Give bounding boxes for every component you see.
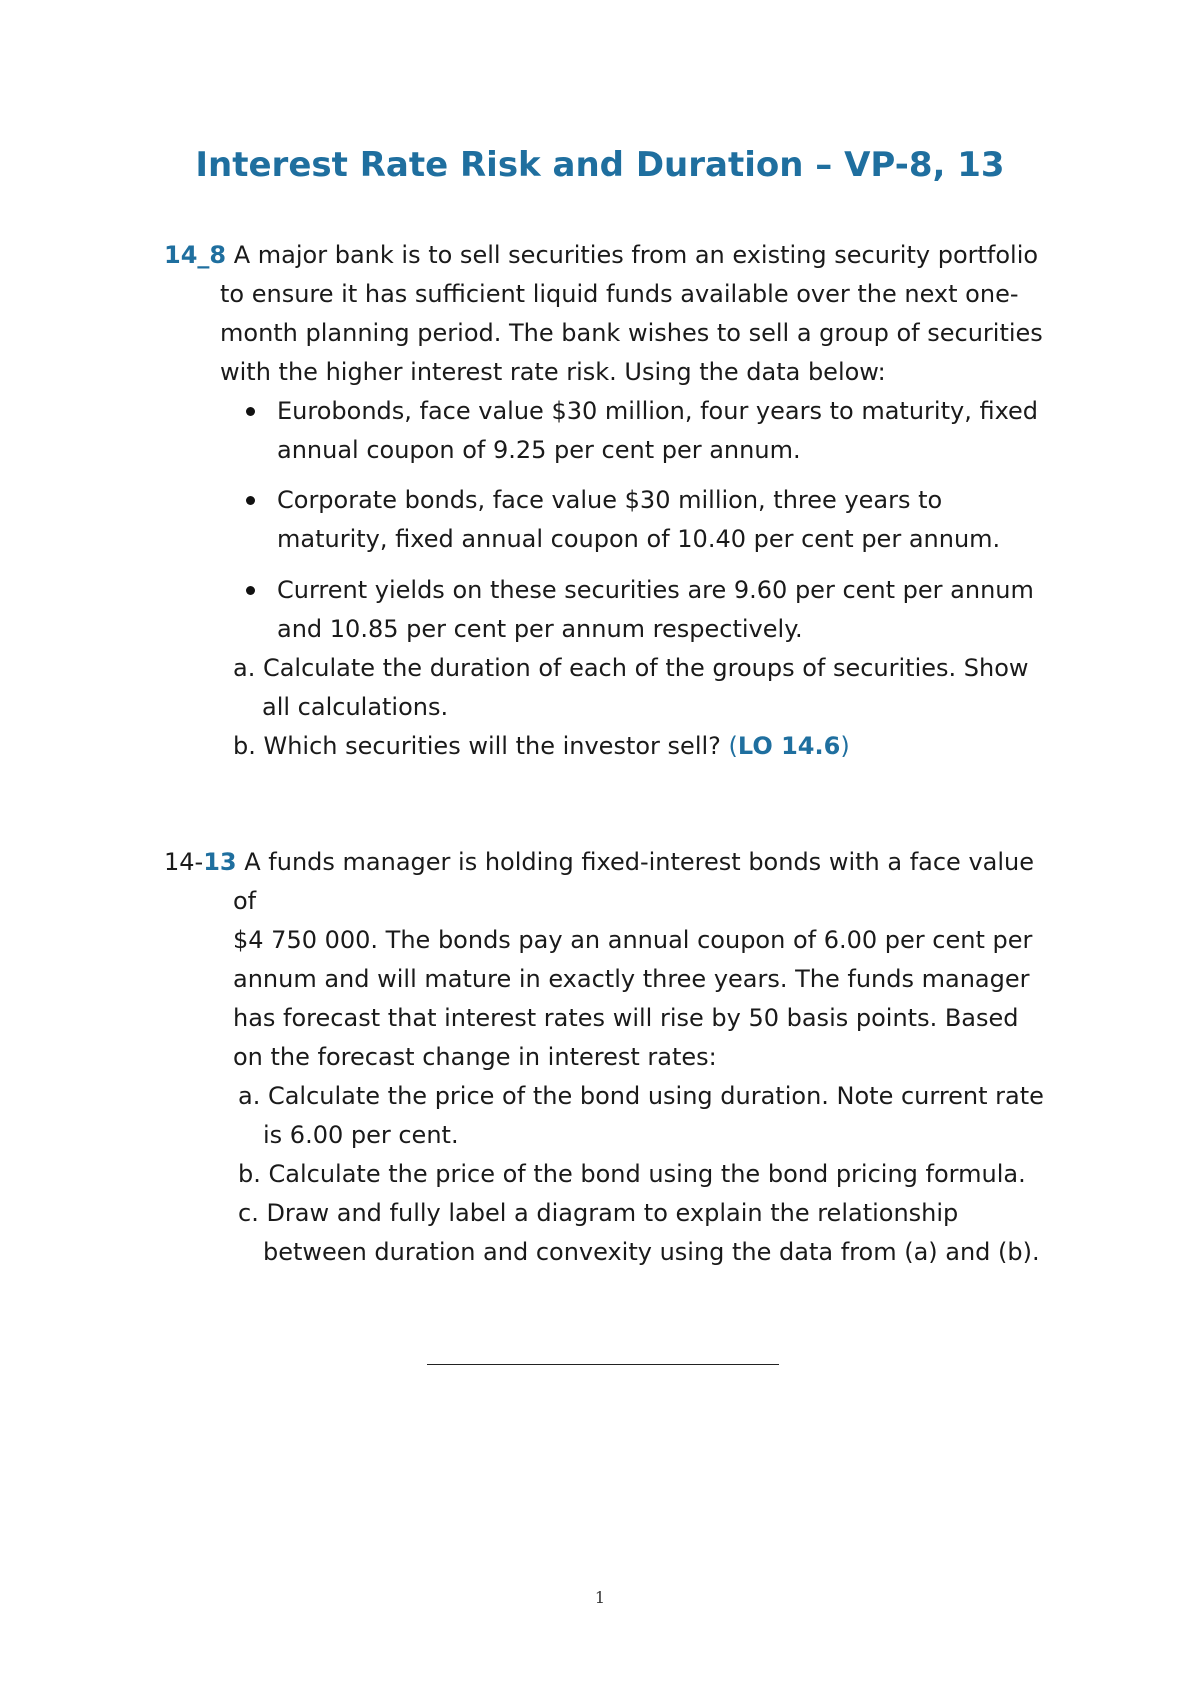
question-14-13-first-line [164,843,1034,882]
lo-open-paren: ( [728,732,738,760]
question-14-8-first-line [164,236,1038,275]
sub-question-a-continued: all calculations. [262,693,449,721]
question-text-line: A major bank is to sell securities from an existing security portfolio [233,241,1039,269]
sub-question-b-text: b. Which securities will the investor sell? [233,732,721,760]
bullet-icon [246,407,255,416]
sub-question-a: a. Calculate the price of the bond using duration. Note current rate [238,1082,1044,1110]
footnote-separator [427,1364,779,1365]
question-text-line: with the higher interest rate risk. Using the data below: [220,358,886,386]
question-text-line: annum and will mature in exactly three years. The funds manager [233,965,1030,993]
bullet-text-line: Corporate bonds, face value $30 million, three years to [277,486,943,514]
bullet-icon [246,586,255,595]
question-text-line: month planning period. The bank wishes to sell a group of securities [220,319,1043,347]
bullet-text-line: and 10.85 per cent per annum respectively. [277,615,803,643]
bullet-icon [246,496,255,505]
sub-question-b: b. Calculate the price of the bond using the bond pricing formula. [238,1160,1026,1188]
page-title: Interest Rate Risk and Duration – VP-8, 13 [195,145,1005,185]
page-number: 1 [594,1588,606,1607]
question-text-line: of [233,887,257,915]
bullet-text-line: Eurobonds, face value $30 million, four years to maturity, fixed [277,397,1039,425]
sub-question-c: c. Draw and fully label a diagram to explain the relationship [238,1199,959,1227]
question-text-line: $4 750 000. The bonds pay an annual coupon of 6.00 per cent per [233,926,1033,954]
sub-question-b [233,727,850,766]
question-prefix: 14- [164,848,204,876]
sub-question-a-continued: is 6.00 per cent. [263,1121,459,1149]
sub-question-c-continued: between duration and convexity using the data from (a) and (b). [263,1238,1040,1266]
question-text-line: has forecast that interest rates will rise by 50 basis points. Based [233,1004,1019,1032]
question-text-line: on the forecast change in interest rates: [233,1043,717,1071]
question-number: 14_8 [164,241,227,269]
question-text-line: to ensure it has sufficient liquid funds available over the next one- [220,280,1019,308]
learning-outcome-ref: LO 14.6 [737,732,841,760]
question-number: 13 [203,848,237,876]
bullet-text-line: annual coupon of 9.25 per cent per annum. [277,436,801,464]
bullet-text-line: Current yields on these securities are 9.60 per cent per annum [277,576,1034,604]
bullet-text-line: maturity, fixed annual coupon of 10.40 per cent per annum. [277,525,1001,553]
sub-question-a: a. Calculate the duration of each of the groups of securities. Show [233,654,1029,682]
lo-close-paren: ) [840,732,850,760]
question-text-line: A funds manager is holding fixed-interest bonds with a face value [244,848,1034,876]
